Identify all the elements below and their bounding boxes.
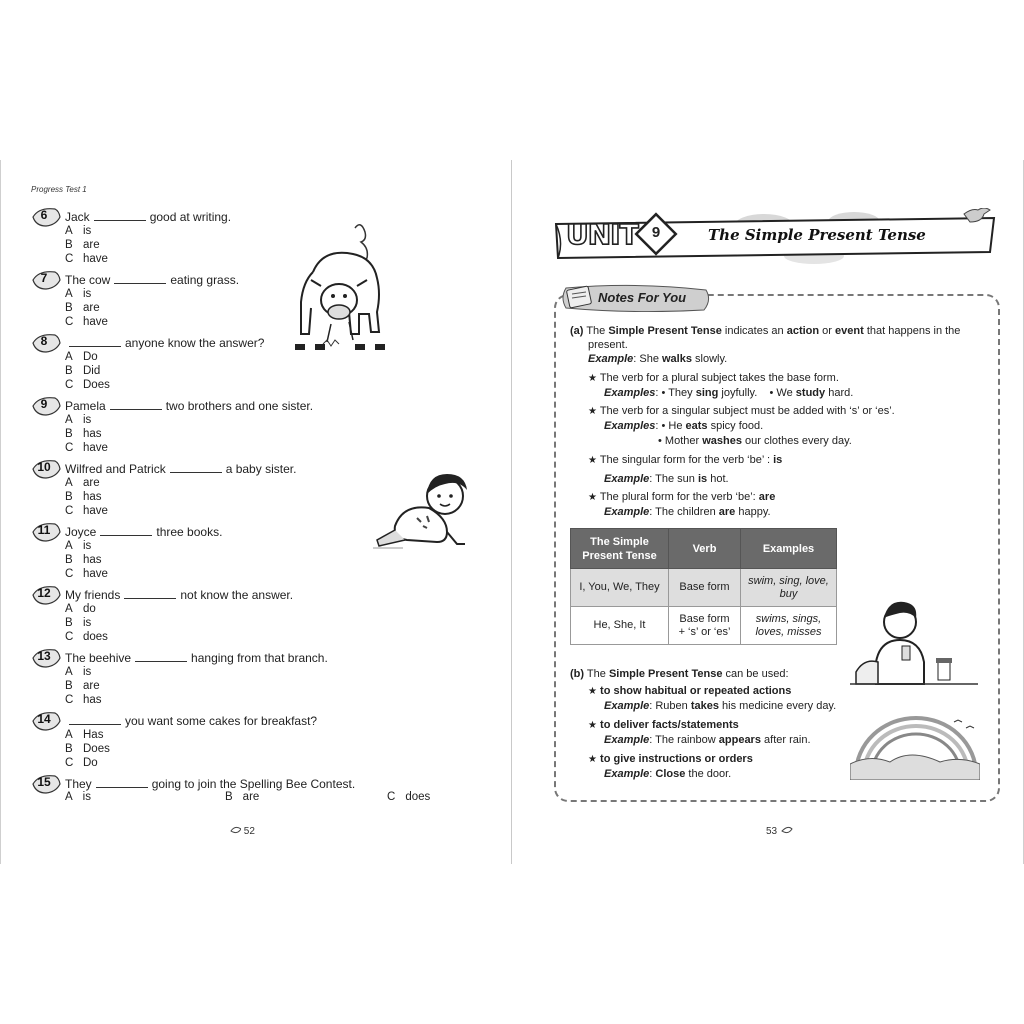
question-text-after: three books. [156, 525, 223, 539]
question-item [31, 714, 451, 770]
option-word: have [83, 316, 108, 328]
question-line [31, 714, 451, 728]
answer-blank [170, 463, 222, 473]
option-word: has [83, 428, 102, 440]
option-word: Did [83, 365, 101, 377]
question-text-after: a baby sister. [225, 462, 297, 476]
question-number: 11 [37, 523, 51, 537]
question-number: 12 [37, 586, 51, 600]
option-word: is [83, 288, 92, 300]
option-letter: B [65, 428, 73, 440]
cow-illustration [293, 220, 393, 352]
option-word: Do [83, 757, 98, 769]
question-number: 15 [37, 775, 51, 789]
section-a-example [588, 352, 727, 366]
option-letter: B [65, 617, 73, 629]
example-label: Example [604, 734, 650, 746]
table-cell: He, She, It [571, 607, 669, 645]
text: The [586, 325, 606, 337]
question-text-before: The beehive [65, 651, 132, 665]
question-text [65, 588, 293, 602]
rule-plural-examples [604, 386, 853, 400]
text: joyfully. [721, 387, 758, 399]
text: our clothes every day. [745, 435, 852, 447]
answer-option [225, 791, 259, 803]
example-label: Example [604, 506, 650, 518]
crawling-baby-illustration [373, 472, 477, 556]
question-text-before: Wilfred and Patrick [65, 462, 166, 476]
option-letter: C [65, 442, 74, 454]
term: Simple Present Tense [608, 325, 722, 337]
unit-word: UNIT [566, 218, 638, 251]
question-text-before: Pamela [65, 399, 106, 413]
option-word: Do [83, 351, 98, 363]
star-icon: ★ [588, 686, 597, 697]
question-text [65, 651, 328, 665]
table-row [571, 569, 837, 607]
question-item [31, 588, 451, 644]
answer-option [31, 728, 451, 742]
question-number-badge [31, 521, 59, 541]
examples-label: Examples [604, 420, 656, 432]
option-letter: B [225, 791, 233, 803]
table-header: Verb [669, 529, 741, 569]
answer-option [31, 413, 451, 427]
option-word: has [83, 554, 102, 566]
option-word: have [83, 442, 108, 454]
tense-table [570, 528, 837, 645]
question-number: 13 [37, 649, 51, 663]
example-label: Example [604, 700, 650, 712]
table-header: Examples [741, 529, 837, 569]
question-number: 7 [40, 271, 48, 285]
rule-be-singular-example [604, 472, 729, 486]
page-number-text: 52 [243, 826, 255, 837]
question-text-after: hanging from that branch. [191, 651, 328, 665]
answer-blank [96, 778, 148, 788]
table-cell: Base form + ‘s’ or ‘es’ [669, 607, 741, 645]
question-text [65, 462, 296, 476]
left-page-number [229, 826, 255, 837]
answer-option [31, 427, 451, 441]
question-text [65, 714, 317, 728]
question-text [65, 210, 231, 224]
star-icon: ★ [588, 754, 597, 765]
table-cell: I, You, We, They [571, 569, 669, 607]
verb: eats [685, 420, 708, 432]
answer-blank [135, 652, 187, 662]
option-letter: C [65, 631, 74, 643]
text: • Mother [658, 435, 700, 447]
option-word: is [83, 414, 92, 426]
verb: is [773, 454, 783, 466]
answer-option [31, 630, 451, 644]
text: The plural form for the verb ‘be’: [599, 491, 756, 503]
question-text-before: Joyce [65, 525, 97, 539]
use-facts-example [604, 733, 811, 747]
answer-option [65, 791, 91, 803]
option-letter: C [65, 757, 74, 769]
question-text-before: The cow [65, 273, 111, 287]
option-letter: A [65, 288, 73, 300]
question-number-badge [31, 584, 59, 604]
question-text [65, 525, 222, 539]
verb: washes [702, 435, 742, 447]
text: : • They [655, 387, 693, 399]
rule-singular-example-1 [604, 419, 763, 433]
question-text [65, 777, 355, 791]
question-text-before: They [65, 777, 92, 791]
option-letter: B [65, 365, 73, 377]
question-text [65, 336, 264, 350]
book-spread [0, 160, 1024, 864]
text: The verb for a singular subject must be added with ‘s’ or ‘es’. [599, 405, 895, 417]
boy-drinking-illustration [850, 600, 980, 694]
use-facts [588, 718, 739, 733]
question-number: 10 [37, 460, 51, 474]
answer-option [31, 679, 451, 693]
question-line [31, 588, 451, 602]
option-word: does [405, 791, 431, 803]
option-word: has [83, 491, 102, 503]
option-word: have [83, 253, 108, 265]
question-line [31, 777, 451, 791]
verb: appears [718, 734, 761, 746]
text: The [586, 668, 606, 680]
text: slowly. [695, 353, 728, 365]
question-number: 9 [40, 397, 48, 411]
answer-blank [100, 526, 152, 536]
use-instructions [588, 752, 753, 767]
verb: takes [690, 700, 719, 712]
option-letter: C [387, 791, 396, 803]
text: : The rainbow [649, 734, 716, 746]
option-word: is [83, 225, 92, 237]
verb: are [718, 506, 736, 518]
star-icon: ★ [588, 455, 597, 466]
answer-option [31, 364, 451, 378]
running-head: Progress Test 1 [31, 185, 87, 194]
text: his medicine every day. [722, 700, 837, 712]
verb: sing [695, 387, 719, 399]
star-icon: ★ [588, 406, 597, 417]
use-instructions-example [604, 767, 731, 781]
option-word: does [83, 631, 108, 643]
use-habitual-example [604, 699, 836, 713]
question-number-badge [31, 710, 59, 730]
question-item [31, 777, 451, 805]
term: event [835, 325, 864, 337]
page-number-text: 53 [766, 826, 778, 837]
unit-title: The Simple Present Tense [708, 226, 926, 244]
option-word: do [83, 603, 96, 615]
star-icon: ★ [588, 492, 597, 503]
text: hard. [828, 387, 854, 399]
option-word: has [83, 694, 102, 706]
example-label: Example [588, 353, 634, 365]
option-letter: C [65, 379, 74, 391]
option-letter: B [65, 302, 73, 314]
option-word: Does [83, 743, 110, 755]
option-letter: A [65, 540, 73, 552]
unit-number: 9 [651, 224, 661, 241]
question-line [31, 399, 451, 413]
option-letter: B [65, 239, 73, 251]
question-text-after: eating grass. [170, 273, 240, 287]
option-word: is [83, 666, 92, 678]
option-letter: C [65, 316, 74, 328]
term: Simple Present Tense [608, 668, 723, 680]
verb: study [795, 387, 826, 399]
question-number: 14 [37, 712, 51, 726]
text: : [649, 768, 653, 780]
question-text-after: two brothers and one sister. [165, 399, 314, 413]
answer-blank [94, 211, 146, 221]
answer-option [31, 378, 451, 392]
section-b-label: (b) [570, 668, 585, 680]
option-word: is [82, 791, 91, 803]
option-letter: A [65, 414, 73, 426]
text: to give instructions or orders [600, 753, 753, 765]
answer-option [31, 441, 451, 455]
option-letter: B [65, 491, 73, 503]
verb: walks [662, 353, 692, 365]
question-item [31, 651, 451, 707]
question-number-badge [31, 206, 59, 226]
example-label: Example [604, 768, 650, 780]
rule-be-singular [588, 453, 782, 468]
left-page [0, 160, 512, 864]
option-word: have [83, 568, 108, 580]
option-word: are [83, 239, 100, 251]
text: : She [633, 353, 659, 365]
text: indicates an [724, 325, 784, 337]
use-habitual [588, 684, 791, 699]
rainbow-illustration [850, 708, 980, 780]
text: spicy food. [710, 420, 764, 432]
answer-blank [124, 589, 176, 599]
option-word: Has [83, 729, 104, 741]
answer-blank [69, 715, 121, 725]
option-word: is [83, 617, 92, 629]
answer-option [31, 602, 451, 616]
option-letter: A [65, 225, 73, 237]
question-text-after: going to join the Spelling Bee Contest. [151, 777, 356, 791]
answer-option [31, 742, 451, 756]
answer-blank [69, 337, 121, 347]
answer-option [387, 791, 430, 803]
example-label: Example [604, 473, 650, 485]
rule-singular [588, 404, 895, 419]
star-icon: ★ [588, 720, 597, 731]
answer-blank [110, 400, 162, 410]
section-a-intro [570, 324, 960, 338]
rule-be-plural [588, 490, 775, 505]
text: can be used: [725, 668, 789, 680]
option-word: Does [83, 379, 110, 391]
question-text-after: you want some cakes for breakfast? [125, 714, 318, 728]
text: the door. [688, 768, 732, 780]
text: : The children [649, 506, 716, 518]
text: or [822, 325, 832, 337]
right-page [512, 160, 1024, 864]
option-letter: A [65, 729, 73, 741]
option-letter: A [65, 666, 73, 678]
text: The singular form for the verb ‘be’ : [599, 454, 770, 466]
option-letter: B [65, 680, 73, 692]
option-letter: C [65, 253, 74, 265]
option-letter: A [65, 477, 73, 489]
verb: are [758, 491, 776, 503]
table-row [571, 607, 837, 645]
option-letter: C [65, 505, 74, 517]
question-number-badge [31, 458, 59, 478]
question-item [31, 399, 451, 455]
text: happy. [738, 506, 771, 518]
question-text [65, 399, 313, 413]
answer-option [31, 567, 451, 581]
table-header-row [571, 529, 837, 569]
text: : The sun [649, 473, 695, 485]
section-b-intro [570, 667, 789, 681]
option-letter: B [65, 743, 73, 755]
question-number-badge [31, 773, 59, 793]
text: hot. [710, 473, 729, 485]
question-number-badge [31, 332, 59, 352]
text: : • He [655, 420, 683, 432]
table-cell: swim, sing, love, buy [741, 569, 837, 607]
text: that happens in the [866, 325, 961, 337]
text: : Ruben [649, 700, 688, 712]
question-number-badge [31, 269, 59, 289]
option-letter: C [65, 694, 74, 706]
question-number: 8 [40, 334, 48, 348]
examples-label: Examples [604, 387, 656, 399]
answer-option [31, 350, 451, 364]
term: action [786, 325, 820, 337]
text: • We [769, 387, 793, 399]
question-text-after: anyone know the answer? [125, 336, 265, 350]
answer-blank [114, 274, 166, 284]
question-text [65, 273, 239, 287]
answer-option [31, 756, 451, 770]
answer-option [31, 616, 451, 630]
option-word: have [83, 505, 108, 517]
option-word: are [83, 302, 100, 314]
question-text-before: Jack [65, 210, 90, 224]
option-word: are [83, 477, 100, 489]
option-word: are [83, 680, 100, 692]
right-page-number [766, 826, 794, 837]
options-row [31, 791, 451, 805]
question-number: 6 [40, 208, 48, 222]
table-cell: swims, sings, loves, misses [741, 607, 837, 645]
rule-plural [588, 371, 839, 386]
text: to show habitual or repeated actions [600, 685, 792, 697]
text: to deliver facts/statements [600, 719, 739, 731]
option-letter: A [65, 791, 73, 803]
notes-label: Notes For You [598, 290, 687, 305]
option-letter: C [65, 568, 74, 580]
text: The verb for a plural subject takes the base form. [599, 372, 839, 384]
answer-option [31, 665, 451, 679]
question-text-after: not know the answer. [180, 588, 294, 602]
section-a-label: (a) [570, 325, 584, 337]
verb: is [697, 473, 708, 485]
option-letter: A [65, 603, 73, 615]
star-icon: ★ [588, 373, 597, 384]
option-word: are [242, 791, 260, 803]
option-word: is [83, 540, 92, 552]
option-letter: B [65, 554, 73, 566]
option-letter: A [65, 351, 73, 363]
question-number-badge [31, 647, 59, 667]
verb: Close [655, 768, 686, 780]
table-header: The Simple Present Tense [571, 529, 669, 569]
question-line [31, 651, 451, 665]
rule-singular-example-2 [658, 434, 852, 448]
question-number-badge [31, 395, 59, 415]
rule-be-plural-example [604, 505, 771, 519]
table-cell: Base form [669, 569, 741, 607]
text: after rain. [764, 734, 811, 746]
question-text-before: My friends [65, 588, 121, 602]
answer-option [31, 693, 451, 707]
question-text-after: good at writing. [149, 210, 232, 224]
section-a-intro-cont: present. [588, 339, 628, 351]
